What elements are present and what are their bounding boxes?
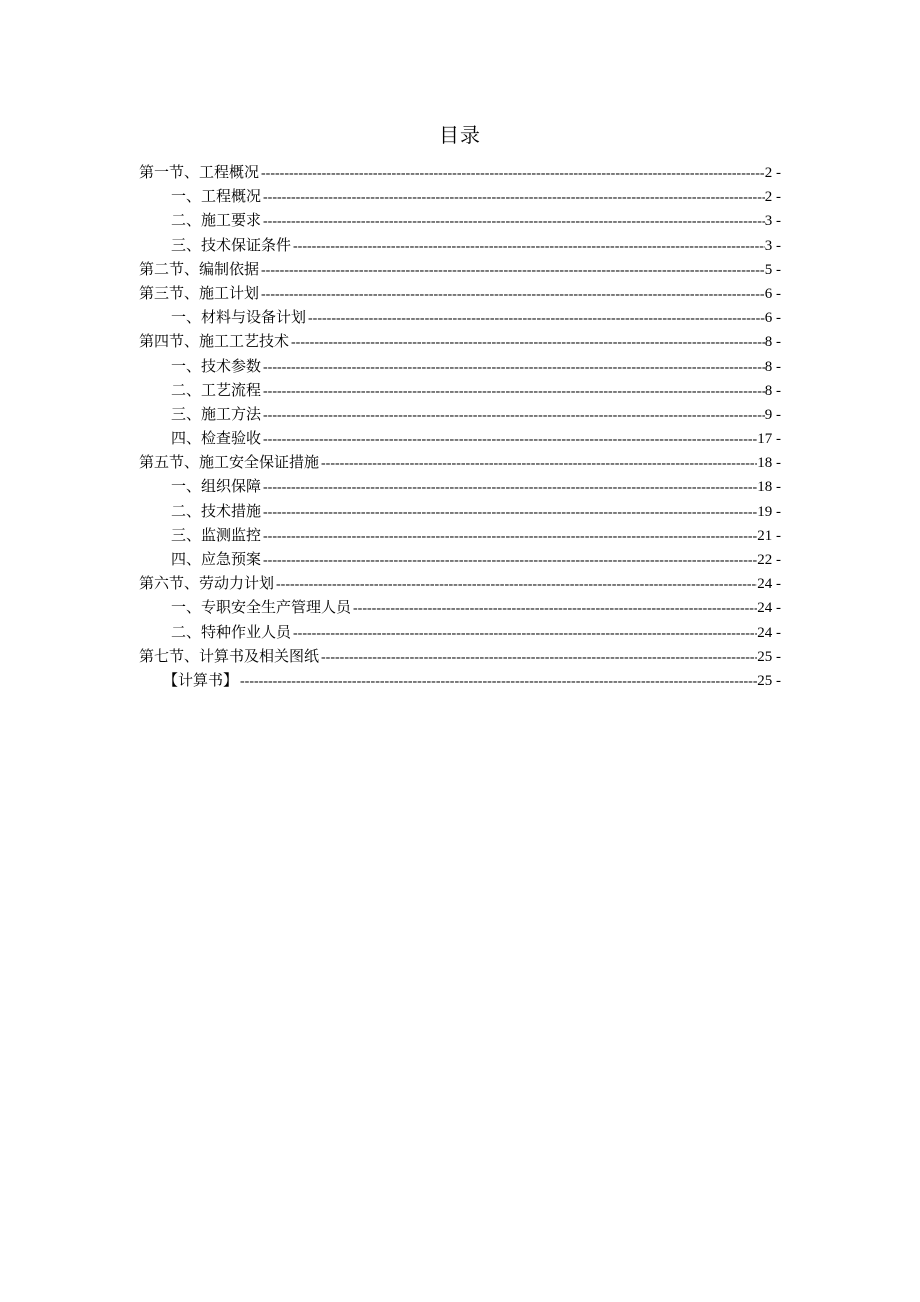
toc-dot-leader <box>259 162 765 184</box>
toc-entry[interactable] <box>139 668 781 692</box>
toc-entry[interactable] <box>139 378 781 402</box>
toc-entry-label: 一、工程概况 <box>171 187 262 206</box>
toc-entry[interactable] <box>139 184 781 208</box>
toc-dot-leader <box>261 356 765 378</box>
toc-page-number-value: 3 <box>764 237 773 254</box>
toc-list <box>139 160 781 692</box>
toc-entry[interactable] <box>139 257 781 281</box>
toc-page-number: 5 - <box>764 261 781 278</box>
toc-dot-leader <box>261 186 765 208</box>
toc-entry[interactable] <box>139 305 781 329</box>
toc-entry-label: 二、技术措施 <box>171 501 262 520</box>
toc-page-number: 22 - <box>757 552 781 568</box>
toc-dot-leader <box>261 210 765 232</box>
toc-page-number: 6 - <box>764 310 781 327</box>
toc-entry[interactable] <box>139 233 781 257</box>
toc-dot-leader <box>261 404 765 426</box>
toc-page-number-value: 18 <box>757 455 773 472</box>
toc-entry-label: 一、技术参数 <box>171 356 262 375</box>
toc-page-number: 2 - <box>764 189 781 206</box>
toc-page-number: 9 - <box>764 406 781 423</box>
toc-page-number-value: 2 <box>764 165 773 181</box>
toc-entry[interactable] <box>139 426 781 450</box>
toc-page-number: 3 - <box>764 237 781 254</box>
toc-dot-leader <box>261 549 757 571</box>
toc-entry[interactable] <box>139 208 781 232</box>
toc-entry[interactable] <box>139 547 781 571</box>
toc-entry-label: 二、施工要求 <box>171 211 262 230</box>
toc-page-number-value: 18 <box>757 479 773 496</box>
toc-page-number-value: 25 <box>757 672 773 689</box>
toc-page-number: 6 - <box>764 285 781 302</box>
toc-title: 目录 <box>439 123 481 147</box>
toc-entry[interactable] <box>139 595 781 619</box>
toc-page-number: 8 - <box>764 382 781 399</box>
toc-page-number-value: 8 <box>764 358 773 375</box>
toc-dot-leader <box>259 259 765 281</box>
toc-entry-label: 三、技术保证条件 <box>171 235 292 254</box>
toc-entry-label: 三、监测监控 <box>171 525 262 544</box>
toc-dot-leader <box>289 331 765 353</box>
toc-page-number-value: 19 <box>757 503 773 520</box>
toc-page-number-value: 5 <box>764 261 773 278</box>
toc-entry-label: 四、应急预案 <box>171 550 262 568</box>
toc-page-number: 25 - <box>757 648 781 665</box>
toc-page-number-value: 2 <box>764 189 773 206</box>
toc-dot-leader <box>274 573 757 595</box>
toc-dot-leader <box>261 428 757 450</box>
toc-page-number-value: 6 <box>764 310 773 327</box>
toc-page-number: 24 - <box>757 576 781 593</box>
toc-entry-label: 一、组织保障 <box>171 477 262 496</box>
toc-entry-label: 第七节、计算书及相关图纸 <box>139 646 320 665</box>
toc-page-number-value: 8 <box>764 382 773 399</box>
toc-entry-label: 三、施工方法 <box>171 404 262 423</box>
toc-entry[interactable] <box>139 571 781 595</box>
toc-dot-leader <box>261 501 757 523</box>
toc-entry-label: 四、检查验收 <box>171 429 262 448</box>
toc-page-number-value: 24 <box>757 624 773 641</box>
toc-page-number-value: 3 <box>764 213 773 230</box>
toc-page-number: 3 - <box>764 213 781 230</box>
toc-entry-label: 第三节、施工计划 <box>139 283 260 302</box>
toc-entry-label: 第六节、劳动力计划 <box>139 574 275 593</box>
toc-page-number: 25 - <box>757 672 781 689</box>
toc-page-number-value: 17 <box>757 431 773 448</box>
toc-dot-leader <box>238 670 757 692</box>
toc-page-number: 24 - <box>757 624 781 641</box>
toc-entry[interactable] <box>139 354 781 378</box>
toc-page-number-value: 8 <box>764 334 773 351</box>
toc-page-number-value: 6 <box>764 285 773 302</box>
toc-page-number: 8 - <box>764 334 781 351</box>
toc-page-number: 24 - <box>757 600 781 617</box>
toc-entry[interactable] <box>139 474 781 498</box>
toc-entry[interactable] <box>139 450 781 474</box>
toc-dot-leader <box>261 525 757 547</box>
toc-dot-leader <box>261 476 757 498</box>
toc-page-number-value: 24 <box>757 600 773 617</box>
toc-entry-label: 二、特种作业人员 <box>171 622 292 641</box>
toc-dot-leader <box>319 452 757 474</box>
toc-dot-leader <box>319 646 757 668</box>
toc-entry[interactable] <box>139 499 781 523</box>
toc-page-number: 2 - <box>764 165 781 181</box>
toc-entry-label: 第一节、工程概况 <box>139 163 260 181</box>
toc-dot-leader <box>259 283 765 305</box>
toc-page-number: 17 - <box>757 431 781 448</box>
toc-entry-label: 二、工艺流程 <box>171 380 262 399</box>
toc-dot-leader <box>351 597 757 619</box>
toc-entry[interactable] <box>139 329 781 353</box>
toc-page-number-value: 25 <box>757 648 773 665</box>
toc-entry[interactable] <box>139 523 781 547</box>
toc-page-number: 19 - <box>757 503 781 520</box>
toc-entry[interactable] <box>139 644 781 668</box>
toc-entry-label: 一、专职安全生产管理人员 <box>171 598 352 617</box>
toc-entry-label: 第五节、施工安全保证措施 <box>139 453 320 472</box>
toc-entry[interactable] <box>139 402 781 426</box>
toc-page-number: 21 - <box>757 527 781 544</box>
toc-dot-leader <box>291 622 757 644</box>
toc-page-number: 18 - <box>757 455 781 472</box>
toc-dot-leader <box>306 307 765 329</box>
toc-entry[interactable] <box>139 281 781 305</box>
toc-entry-label: 第二节、编制依据 <box>139 259 260 278</box>
toc-entry[interactable] <box>139 620 781 644</box>
toc-entry-label: 一、材料与设备计划 <box>171 308 307 327</box>
toc-page-number-value: 9 <box>764 406 773 423</box>
toc-dot-leader <box>291 235 765 257</box>
toc-dot-leader <box>261 380 765 402</box>
toc-entry-label: 第四节、施工工艺技术 <box>139 332 290 351</box>
toc-page-number-value: 24 <box>757 576 773 593</box>
toc-entry-label: 【计算书】 <box>163 670 239 689</box>
toc-page-number-value: 21 <box>757 527 773 544</box>
toc-page-number: 8 - <box>764 358 781 375</box>
toc-entry[interactable] <box>139 160 781 184</box>
toc-page-number-value: 22 <box>757 552 773 568</box>
toc-page-number: 18 - <box>757 479 781 496</box>
